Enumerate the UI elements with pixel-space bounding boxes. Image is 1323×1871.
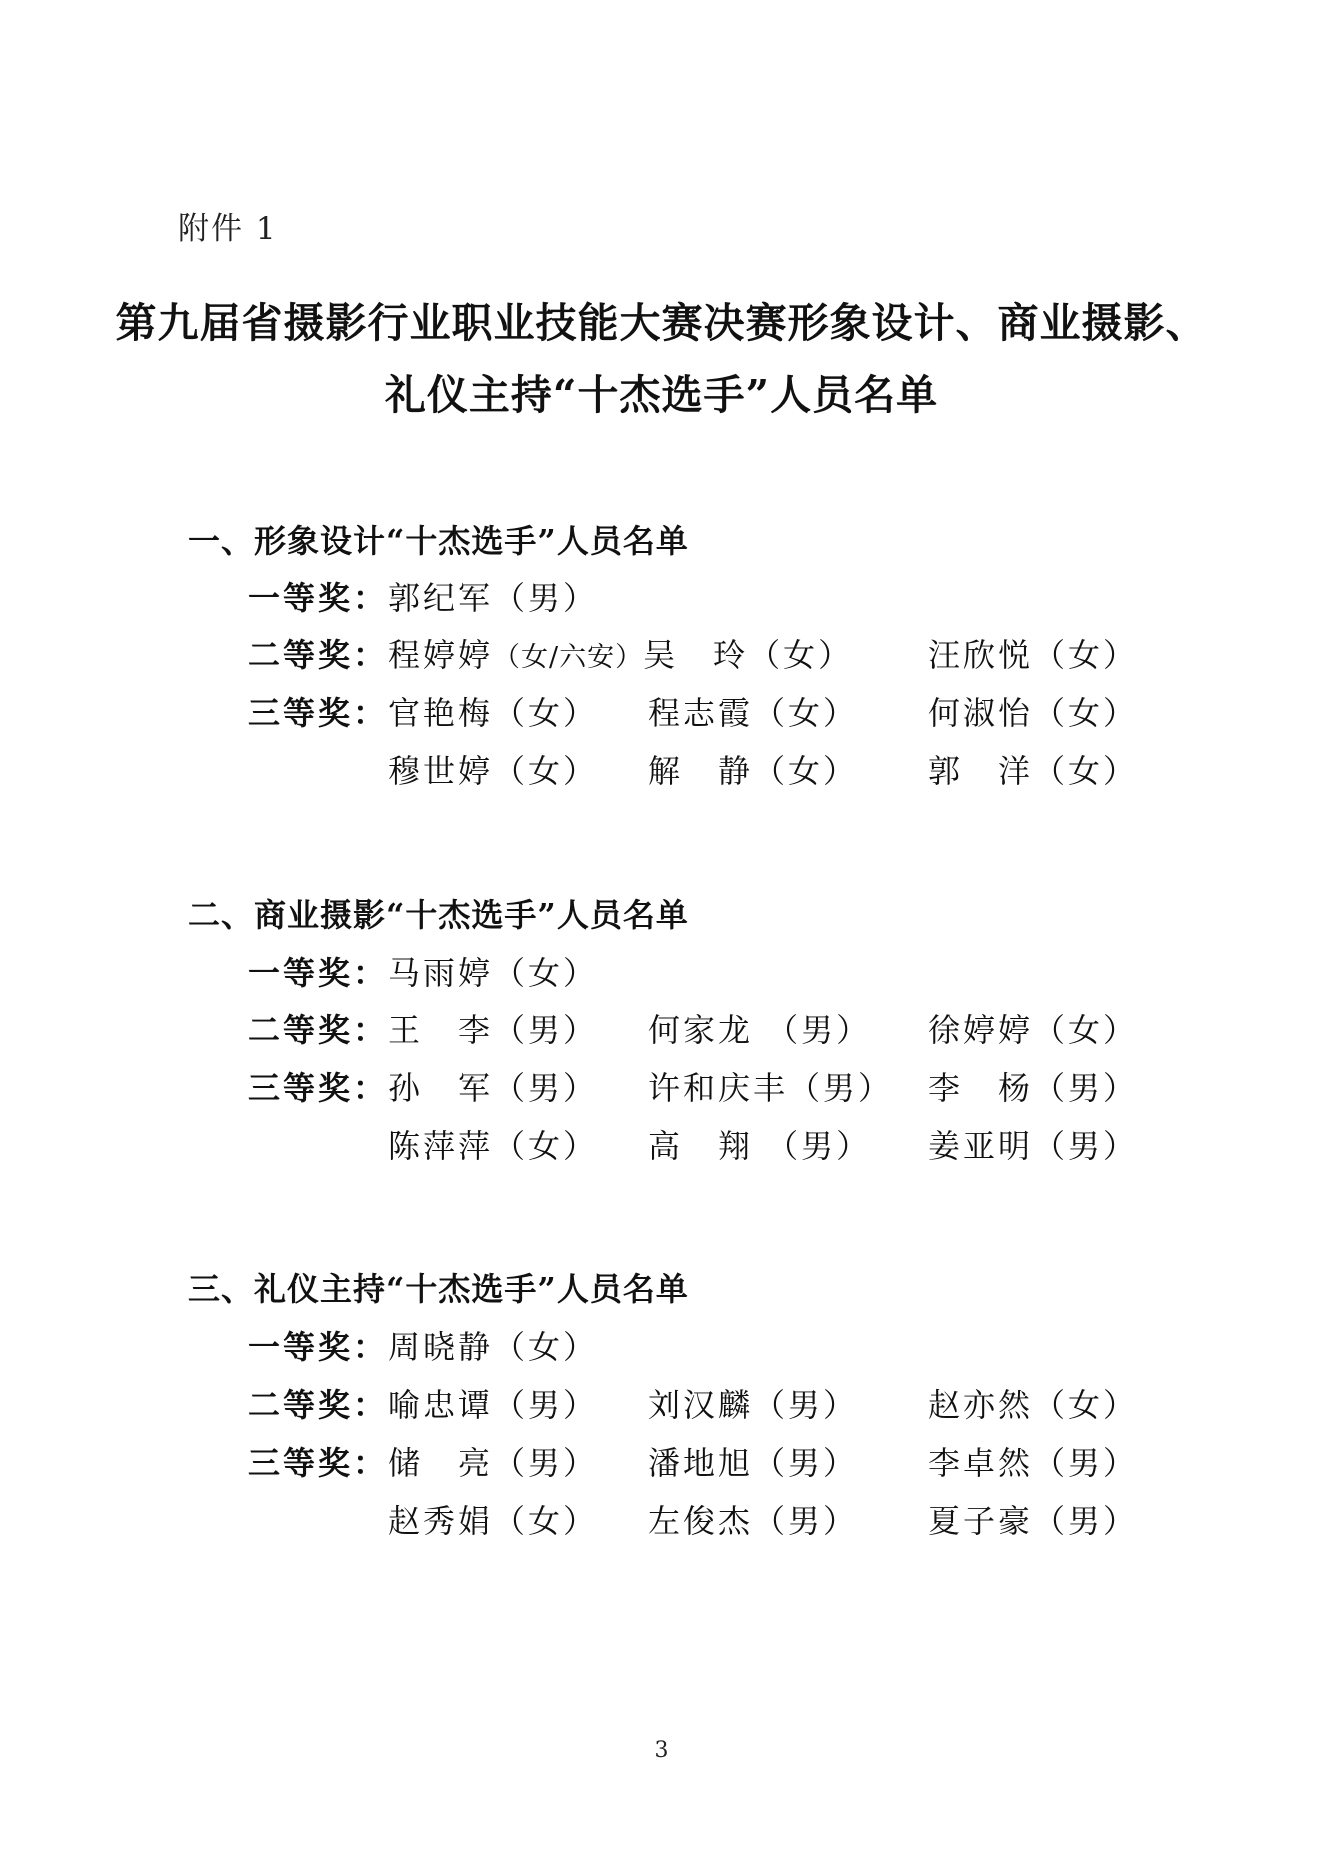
winner-name: 陈萍萍（女） <box>388 1127 599 1165</box>
second-prize-label: 二等奖： <box>248 1011 389 1049</box>
winner-name: 刘汉麟（男） <box>648 1386 859 1424</box>
winner-name: 储 亮（男） <box>388 1444 599 1482</box>
winner-name: 李 杨（男） <box>928 1069 1139 1107</box>
winner-name: 汪欣悦（女） <box>928 636 1139 674</box>
section-heading-commercial-photography: 二、商业摄影“十杰选手”人员名单 <box>188 896 689 934</box>
winner-name: 徐婷婷（女） <box>928 1011 1139 1049</box>
winner-name: 解 静（女） <box>648 752 859 790</box>
winner-name: 夏子豪（男） <box>928 1502 1139 1540</box>
second-prize-label: 二等奖： <box>248 1386 389 1424</box>
winner-name: 何家龙 （男） <box>648 1011 872 1049</box>
winner-name: 王 李（男） <box>388 1011 599 1049</box>
attachment-label: 附件 1 <box>178 211 278 247</box>
winner-name: 马雨婷（女） <box>388 954 599 992</box>
winner-name: 姜亚明（男） <box>928 1127 1139 1165</box>
winner-name: 高 翔 （男） <box>648 1127 872 1165</box>
section-heading-image-design: 一、形象设计“十杰选手”人员名单 <box>188 522 689 560</box>
winner-name: 官艳梅（女） <box>388 694 599 732</box>
document-title-line-1: 第九届省摄影行业职业技能大赛决赛形象设计、商业摄影、 <box>115 299 1208 347</box>
page-number: 3 <box>654 1738 669 1763</box>
winner-name: 周晓静（女） <box>388 1328 599 1366</box>
first-prize-label: 一等奖： <box>248 954 389 992</box>
third-prize-label: 三等奖： <box>248 1069 389 1107</box>
winner-name: 潘地旭（男） <box>648 1444 859 1482</box>
winner-name: 郭纪军（男） <box>388 579 599 617</box>
winner-name: 穆世婷（女） <box>388 752 599 790</box>
first-prize-label: 一等奖： <box>248 579 389 617</box>
document-title-line-2: 礼仪主持“十杰选手”人员名单 <box>384 371 939 419</box>
winner-name: 孙 军（男） <box>388 1069 599 1107</box>
winner-name: 喻忠谭（男） <box>388 1386 599 1424</box>
winner-name: 许和庆丰（男） <box>648 1069 894 1107</box>
winner-name: 何淑怡（女） <box>928 694 1139 732</box>
winner-name: 郭 洋（女） <box>928 752 1139 790</box>
first-prize-label: 一等奖： <box>248 1328 389 1366</box>
winner-name: 李卓然（男） <box>928 1444 1139 1482</box>
second-prize-label: 二等奖： <box>248 636 389 674</box>
winner-name: 左俊杰（男） <box>648 1502 859 1540</box>
third-prize-label: 三等奖： <box>248 694 389 732</box>
winner-name: 赵秀娟（女） <box>388 1502 599 1540</box>
winner-name: 程婷婷（女/六安）吴 玲（女） <box>388 636 854 674</box>
winner-name: 程志霞（女） <box>648 694 859 732</box>
section-heading-etiquette-hosting: 三、礼仪主持“十杰选手”人员名单 <box>188 1270 689 1308</box>
third-prize-label: 三等奖： <box>248 1444 389 1482</box>
winner-name: 赵亦然（女） <box>928 1386 1139 1424</box>
